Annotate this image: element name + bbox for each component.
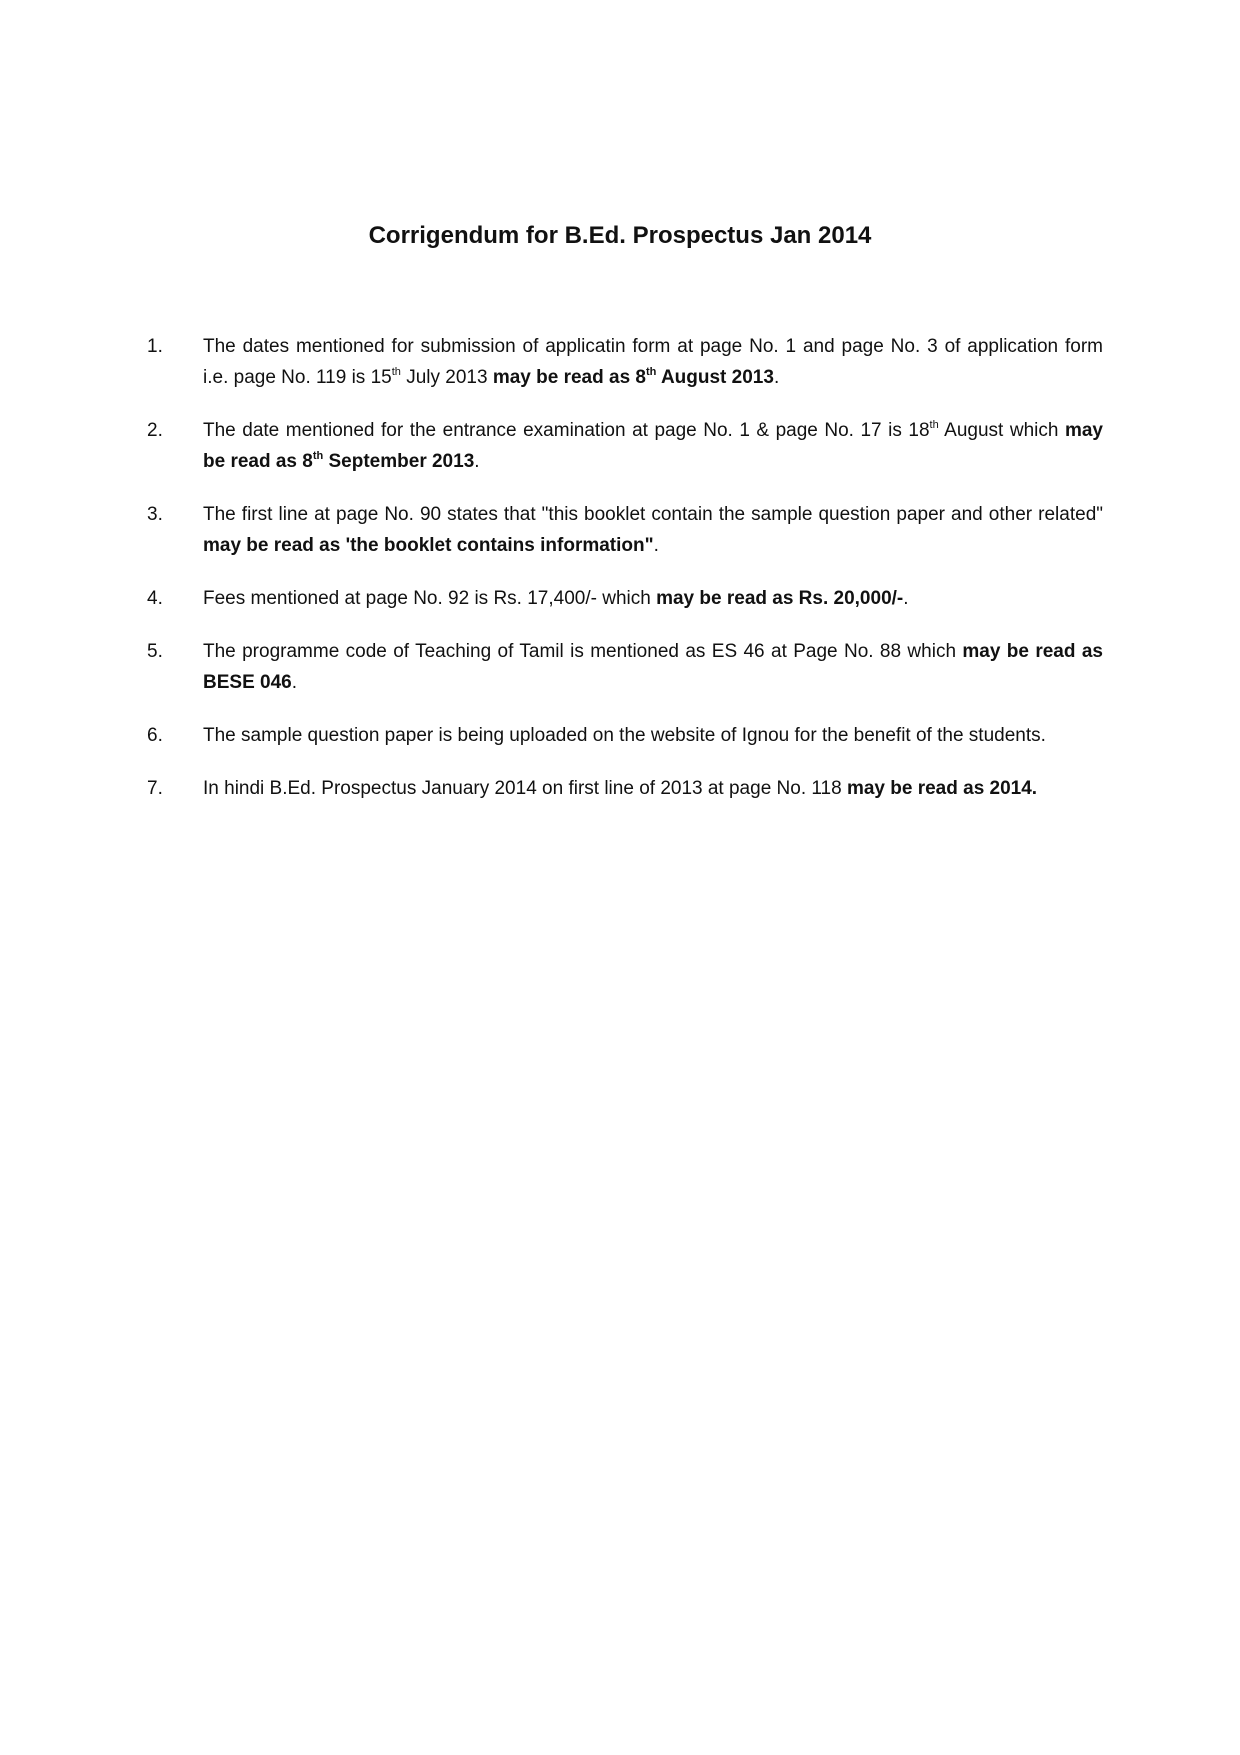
- corrigendum-item: [147, 583, 1103, 614]
- correction-text: may be read as 8: [492, 367, 646, 388]
- original-text: August which: [938, 420, 1065, 441]
- item-number: 7.: [147, 778, 163, 799]
- item-text: [203, 773, 1103, 804]
- original-text: .: [653, 535, 659, 556]
- original-text: .: [903, 588, 909, 609]
- item-text: [203, 415, 1103, 477]
- item-number: 3.: [147, 504, 163, 525]
- corrigendum-item: [147, 773, 1103, 804]
- corrigendum-item: [147, 415, 1103, 477]
- original-text: .: [474, 451, 480, 472]
- item-number: 6.: [147, 725, 163, 746]
- original-text: The first line at page No. 90 states that "this booklet contain the sample question paper and other related": [203, 504, 1103, 525]
- original-text: July 2013: [400, 367, 493, 388]
- corrigendum-item: [147, 720, 1103, 751]
- item-text: [203, 636, 1103, 698]
- corrigendum-item: [147, 331, 1103, 393]
- correction-text: may be read as 8: [203, 420, 1103, 472]
- correction-text: may be read as Rs. 20,000/-: [656, 588, 904, 609]
- correction-text: may be read as BESE 046: [203, 641, 1103, 693]
- ordinal-suffix: th: [929, 419, 939, 431]
- original-text: The date mentioned for the entrance examination at page No. 1 & page No. 17 is 18: [203, 420, 930, 441]
- correction-text: August 2013: [656, 367, 774, 388]
- original-text: .: [773, 367, 780, 388]
- original-text: Fees mentioned at page No. 92 is Rs. 17,400/- which: [203, 588, 657, 609]
- item-number: 2.: [147, 420, 163, 441]
- corrigendum-list: [147, 331, 1103, 826]
- ordinal-suffix: th: [391, 366, 401, 378]
- ordinal-suffix: th: [312, 450, 324, 462]
- original-text: .: [291, 672, 298, 693]
- correction-text: may be read as 'the booklet contains information": [203, 535, 654, 556]
- document-title: Corrigendum for B.Ed. Prospectus Jan 2014: [368, 222, 872, 249]
- original-text: In hindi B.Ed. Prospectus January 2014 on first line of 2013 at page No. 118: [203, 778, 847, 799]
- corrigendum-item: [147, 499, 1103, 561]
- item-number: 1.: [147, 336, 163, 357]
- item-number: 4.: [147, 588, 163, 609]
- item-text: [203, 720, 1103, 751]
- item-text: [203, 331, 1103, 393]
- correction-text: may be read as 2014.: [846, 778, 1038, 799]
- correction-text: September 2013: [323, 451, 475, 472]
- ordinal-suffix: th: [645, 366, 657, 378]
- item-text: [203, 583, 1103, 614]
- original-text: The sample question paper is being uploaded on the website of Ignou for the benefit of the students.: [203, 725, 1046, 746]
- corrigendum-item: [147, 636, 1103, 698]
- original-text: The dates mentioned for submission of applicatin form at page No. 1 and page No. 3 of application form i.e. page No. 119 is 15: [203, 336, 1103, 388]
- item-number: 5.: [147, 641, 163, 662]
- item-text: [203, 499, 1103, 561]
- original-text: The programme code of Teaching of Tamil is mentioned as ES 46 at Page No. 88 which: [203, 641, 963, 662]
